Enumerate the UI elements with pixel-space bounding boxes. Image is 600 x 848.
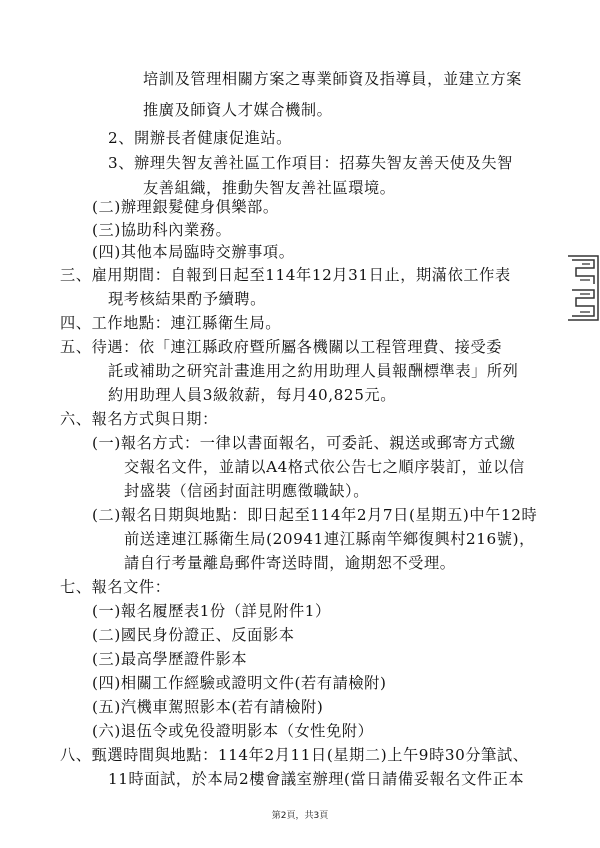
list-item: (五)汽機車駕照影本(若有請檢附) — [92, 698, 324, 716]
list-item: 3、辦理失智友善社區工作項目：招募失智友善天使及失智 — [108, 154, 513, 172]
list-item: (六)退伍令或免役證明影本（女性免附） — [92, 722, 374, 740]
text-line: 封盛裝（信函封面註明應徵職缺）。 — [124, 482, 369, 500]
text-line: 現考核結果酌予續聘。 — [108, 290, 266, 308]
list-item: 2、開辦長者健康促進站。 — [108, 129, 292, 147]
list-item: (二)辦理銀髮健身俱樂部。 — [92, 198, 279, 216]
section-heading: 七、報名文件： — [60, 578, 171, 596]
section-heading: 四、工作地點：連江縣衛生局。 — [60, 314, 282, 332]
list-item: (一)報名方式：一律以書面報名，可委託、親送或郵寄方式繳 — [92, 434, 516, 452]
seal-stamp-icon — [562, 250, 600, 326]
section-heading: 五、待遇：依「連江縣政府暨所屬各機關以工程管理費、接受委 — [60, 338, 503, 356]
list-item: (四)其他本局臨時交辦事項。 — [92, 243, 295, 261]
text-line: 前送達連江縣衛生局(20941連江縣南竿鄉復興村216號)， — [124, 530, 535, 548]
list-item: (二)國民身份證正、反面影本 — [92, 626, 295, 644]
text-line: 推廣及師資人才媒合機制。 — [143, 101, 333, 119]
section-heading: 八、甄選時間與地點：114年2月11日(星期二)上午9時30分筆試、 — [60, 746, 529, 764]
text-line: 託或補助之研究計畫進用之約用助理人員報酬標準表」所列 — [108, 362, 519, 380]
text-line: 約用助理人員3級敘薪，每月40,825元。 — [108, 386, 397, 404]
text-line: 請自行考量離島郵件寄送時間，逾期恕不受理。 — [124, 554, 456, 572]
text-line: 交報名文件，並請以A4格式依公告七之順序裝訂，並以信 — [124, 458, 525, 476]
text-line: 友善組織，推動失智友善社區環境。 — [143, 179, 396, 197]
page-footer: 第2頁，共3頁 — [271, 811, 329, 821]
list-item: (一)報名履歷表1份（詳見附件1） — [92, 602, 331, 620]
text-line: 培訓及管理相關方案之專業師資及指導員，並建立方案 — [143, 70, 522, 88]
text-line: 11時面試，於本局2樓會議室辦理(當日請備妥報名文件正本 — [108, 770, 525, 788]
list-item: (三)最高學歷證件影本 — [92, 650, 248, 668]
section-heading: 三、雇用期間：自報到日起至114年12月31日止，期滿依工作表 — [60, 266, 511, 284]
list-item: (二)報名日期與地點：即日起至114年2月7日(星期五)中午12時 — [92, 506, 538, 524]
list-item: (三)協助科內業務。 — [92, 221, 232, 239]
list-item: (四)相關工作經驗或證明文件(若有請檢附) — [92, 674, 387, 692]
section-heading: 六、報名方式與日期： — [60, 410, 218, 428]
